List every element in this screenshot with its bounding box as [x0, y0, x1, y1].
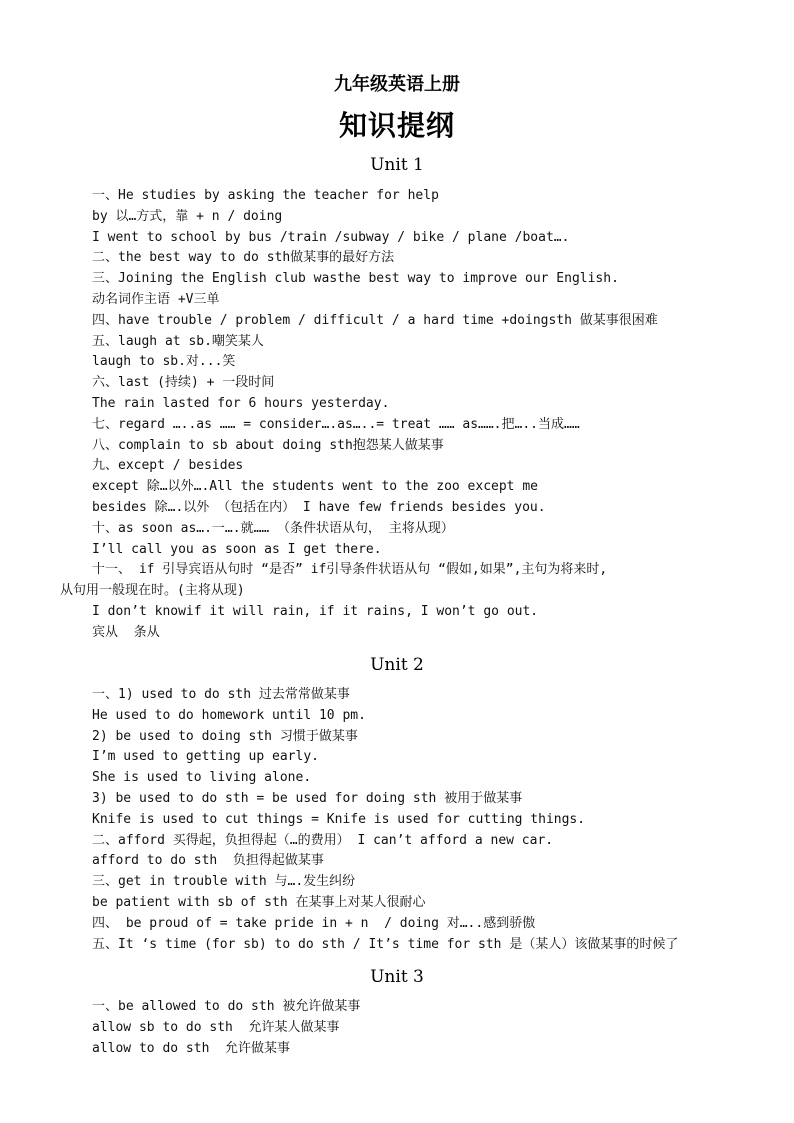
unit-1-heading: Unit 1	[370, 155, 424, 175]
content-line: 3) be used to do sth = be used for doing sth 被用于做某事	[92, 790, 523, 806]
content-line: 八、complain to sb about doing sth抱怨某人做某事	[92, 437, 444, 453]
unit-2-content	[0, 685, 794, 955]
content-line: 九、except / besides	[92, 458, 244, 474]
content-line: afford to do sth 负担得起做某事	[92, 853, 324, 869]
content-line: 二、afford 买得起，负担得起（…的费用） I can’t afford a new car.	[92, 832, 554, 848]
content-line: be patient with sb of sth 在某事上对某人很耐心	[92, 894, 426, 910]
document-subtitle: 知识提纲	[338, 109, 455, 142]
content-line: I went to school by bus /train /subway / bike / plane /boat….	[92, 229, 570, 245]
content-line: 一、be allowed to do sth 被允许做某事	[92, 999, 361, 1014]
content-line: except 除…以外….All the students went to the zoo except me	[92, 479, 538, 495]
unit-2-heading: Unit 2	[370, 655, 424, 675]
content-line: 动名词作主语 +V三单	[92, 291, 220, 307]
unit-3-content	[0, 997, 794, 1059]
content-line: I’ll call you as soon as I get there.	[92, 541, 382, 557]
content-line: She is used to living alone.	[92, 770, 312, 786]
unit-3-heading: Unit 3	[370, 967, 424, 987]
content-line: 从句用一般现在时。(主将从现)	[60, 583, 245, 599]
content-line: The rain lasted for 6 hours yesterday.	[92, 395, 390, 411]
content-line: 一、1) used to do sth 过去常常做某事	[92, 687, 350, 702]
content-line: I don’t knowif it will rain, if it rains, I won’t go out.	[92, 603, 539, 619]
content-line: 二、the best way to do sth做某事的最好方法	[92, 250, 395, 266]
content-line: 十一、 if 引导宾语从句时 “是否” if引导条件状语从句 “假如,如果”,主句为将来时,	[92, 562, 608, 578]
content-line: 十、as soon as….一….就…… （条件状语从句， 主将从现）	[92, 520, 454, 536]
content-line: laugh to sb.对...笑	[92, 354, 236, 370]
content-line: 六、last (持续) + 一段时间	[92, 375, 275, 391]
content-line: 宾从 条从	[92, 624, 160, 640]
document-title: 九年级英语上册	[334, 74, 460, 95]
content-line: 四、have trouble / problem / difficult / a hard time +doingsth 做某事很困难	[92, 312, 658, 328]
unit-1-content	[0, 186, 794, 644]
content-line: allow to do sth 允许做某事	[92, 1040, 291, 1056]
content-line: 四、 be proud of = take pride in + n / doing 对…..感到骄傲	[92, 915, 536, 931]
content-line: I’m used to getting up early.	[92, 749, 319, 765]
content-line: He used to do homework until 10 pm.	[92, 707, 366, 723]
content-line: 一、He studies by asking the teacher for help	[92, 188, 439, 203]
content-line: Knife is used to cut things = Knife is used for cutting things.	[92, 811, 586, 827]
content-line: 2) be used to doing sth 习惯于做某事	[92, 728, 358, 744]
content-line: 三、Joining the English club wasthe best way to improve our English.	[92, 271, 619, 287]
content-line: 五、laugh at sb.嘲笑某人	[92, 333, 264, 349]
content-line: 五、It ‘s time (for sb) to do sth / It’s time for sth 是（某人）该做某事的时候了	[92, 936, 679, 952]
content-line: 七、regard …..as …… = consider….as…..= treat …… as…….把…..当成……	[92, 416, 580, 432]
content-line: allow sb to do sth 允许某人做某事	[92, 1019, 340, 1035]
content-line: 三、get in trouble with 与….发生纠纷	[92, 874, 356, 890]
content-line: besides 除….以外 （包括在内） I have few friends besides you.	[92, 499, 546, 515]
content-line: by 以…方式，靠 + n / doing	[92, 208, 283, 224]
